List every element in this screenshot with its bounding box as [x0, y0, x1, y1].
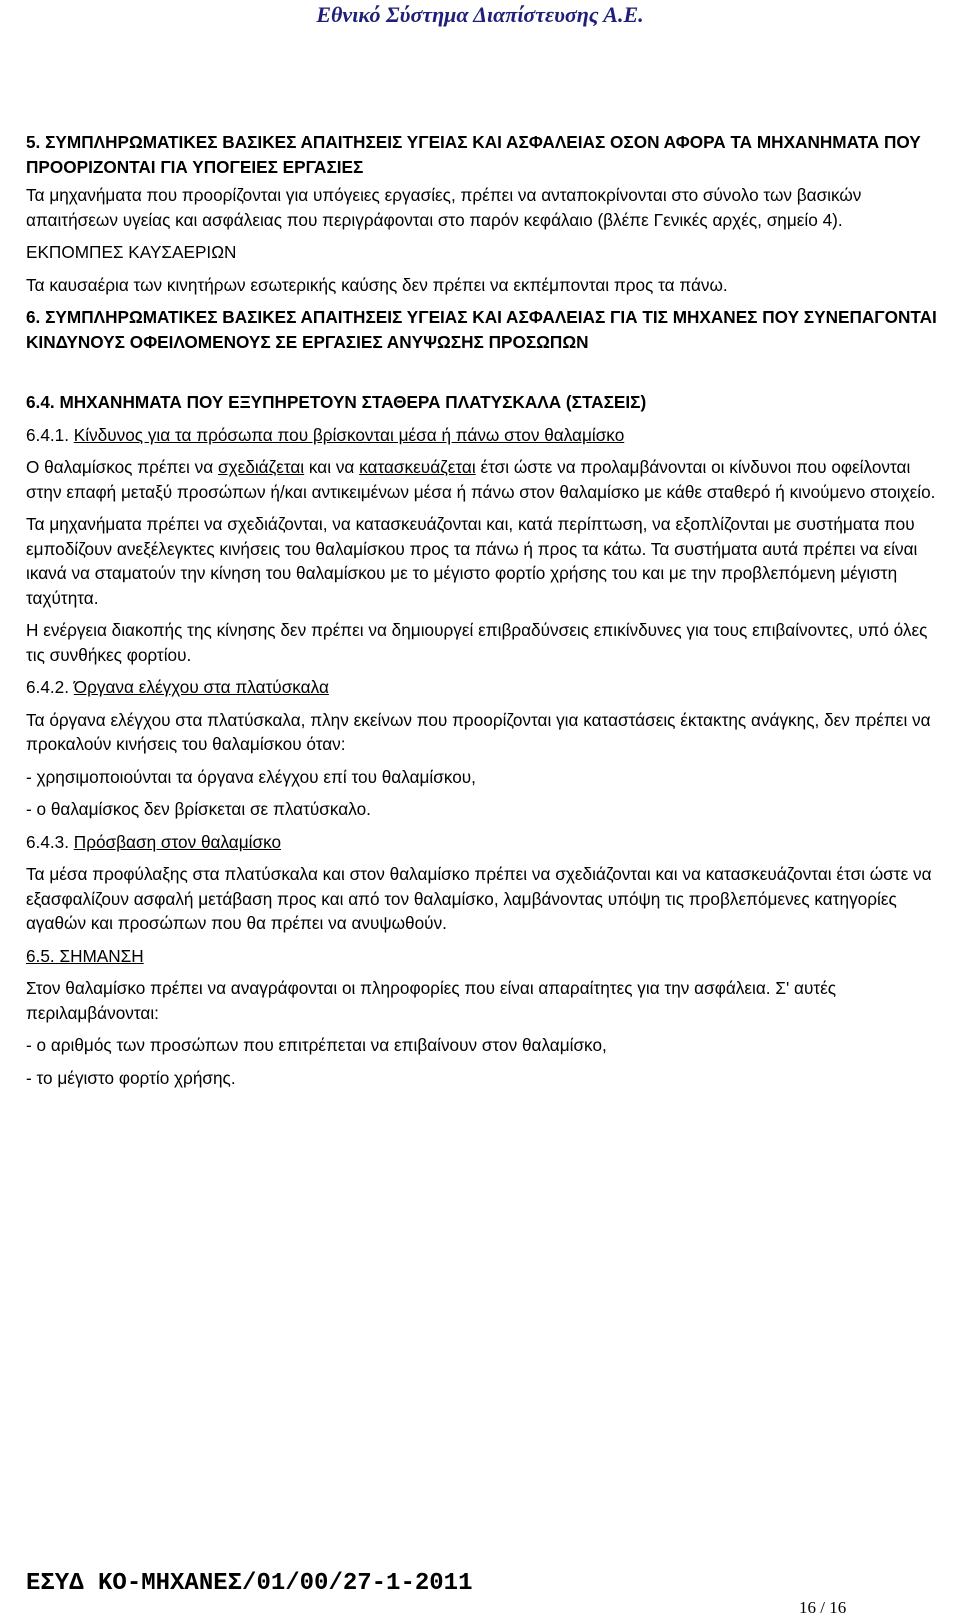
section-6-4-1-heading: [26, 423, 946, 448]
text-run: και να: [304, 457, 360, 477]
section-6-4-2-title: Όργανα ελέγχου στα πλατύσκαλα: [73, 677, 329, 697]
section-6-4-3-heading: [26, 830, 946, 855]
section-6-4-2-heading: [26, 675, 946, 700]
page-header-title: Εθνικό Σύστημα Διαπίστευσης Α.Ε.: [316, 2, 644, 27]
section-5-text: Τα μηχανήματα που προορίζονται για υπόγειες εργασίες, πρέπει να ανταποκρίνονται στο σύνολο των βασικών απαιτήσεων υγείας και ασφάλειας που περιγράφονται στο παρόν κεφάλαιο (βλέπε Γενικές αρχές, σημείο 4).: [26, 185, 862, 230]
section-6-4-3-title: Πρόσβαση στον θαλαμίσκο: [73, 831, 282, 852]
section-6-4-1-paragraph-3: Η ενέργεια διακοπής της κίνησης δεν πρέπει να δημιουργεί επιβραδύνσεις επικίνδυνες για τους επιβαίνοντες, υπό όλες τις συνθήκες φορτίου.: [26, 620, 928, 665]
section-6-4-title: 6.4. ΜΗΧΑΝΗΜΑΤΑ ΠΟΥ ΕΞΥΠΗΡΕΤΟΥΝ ΣΤΑΘΕΡΑ ΠΛΑΤΥΣΚΑΛΑ (ΣΤΑΣΕΙΣ): [26, 392, 647, 412]
emissions-heading: ΕΚΠΟΜΠΕΣ ΚΑΥΣΑΕΡΙΩΝ: [26, 242, 237, 262]
section-6-4-3-number: 6.4.3.: [26, 831, 74, 852]
text-run: έτσι ώστε να προλαμβάνονται οι κίνδυνοι που οφείλονται στην επαφή μεταξύ προσώπων ή/και αντικειμένων μέσα ή πάνω στον θαλαμίσκο με κάθε σταθερό ή κινούμενο στοιχείο.: [26, 457, 936, 502]
list-item: - ο θαλαμίσκος δεν βρίσκεται σε πλατύσκαλο.: [26, 799, 371, 819]
text-run: Ο θαλαμίσκος πρέπει να: [26, 457, 218, 477]
footer-page-number: 16 / 16: [799, 1598, 847, 1617]
section-6-4-1-paragraph-1: [26, 455, 946, 504]
section-6-5-title: 6.5. ΣΗΜΑΝΣΗ: [26, 945, 144, 966]
section-6-4-2-paragraph: Τα όργανα ελέγχου στα πλατύσκαλα, πλην εκείνων που προορίζονται για καταστάσεις έκτακτης ανάγκης, δεν πρέπει να προκαλούν κινήσεις του θαλαμίσκου όταν:: [26, 709, 931, 754]
section-6-4-1-title: Κίνδυνος για τα πρόσωπα που βρίσκονται μέσα ή πάνω στον θαλαμίσκο: [73, 424, 625, 445]
underlined-term-design: σχεδιάζεται: [217, 457, 305, 477]
section-6-title: 6. ΣΥΜΠΛΗΡΩΜΑΤΙΚΕΣ ΒΑΣΙΚΕΣ ΑΠΑΙΤΗΣΕΙΣ ΥΓΕΙΑΣ ΚΑΙ ΑΣΦΑΛΕΙΑΣ ΓΙΑ ΤΙΣ ΜΗΧΑΝΕΣ ΠΟΥ ΣΥΝΕΠΑΓΟΝΤΑΙ ΚΙΝΔΥΝΟΥΣ ΟΦΕΙΛΟΜΕΝΟΥΣ ΣΕ ΕΡΓΑΣΙΕΣ ΑΝΥΨΩΣΗΣ ΠΡΟΣΩΠΩΝ: [26, 307, 937, 352]
document-body: [26, 130, 946, 1090]
underlined-term-construct: κατασκευάζεται: [359, 457, 476, 477]
list-item: - χρησιμοποιούνται τα όργανα ελέγχου επί του θαλαμίσκου,: [26, 766, 476, 787]
list-item: - το μέγιστο φορτίο χρήσης.: [26, 1067, 236, 1088]
section-6-4-2-number: 6.4.2.: [26, 677, 74, 697]
section-6-4-1-number: 6.4.1.: [26, 424, 74, 445]
section-5-title: 5. ΣΥΜΠΛΗΡΩΜΑΤΙΚΕΣ ΒΑΣΙΚΕΣ ΑΠΑΙΤΗΣΕΙΣ ΥΓΕΙΑΣ ΚΑΙ ΑΣΦΑΛΕΙΑΣ ΟΣΟΝ ΑΦΟΡΑ ΤΑ ΜΗΧΑΝΗΜΑΤΑ ΠΟΥ ΠΡΟΟΡΙΖΟΝΤΑΙ ΓΙΑ ΥΠΟΓΕΙΕΣ ΕΡΓΑΣΙΕΣ: [26, 132, 921, 177]
footer-document-code: ΕΣΥΔ ΚΟ-ΜΗΧΑΝΕΣ/01/00/27-1-2011: [26, 1570, 473, 1597]
section-6-4-1-paragraph-2: Τα μηχανήματα πρέπει να σχεδιάζονται, να κατασκευάζονται και, κατά περίπτωση, να εξοπλίζονται με συστήματα που εμποδίζουν ανεξέλεγκτες κινήσεις του θαλαμίσκου προς τα πάνω ή προς τα κάτω. Τα συστήματα αυτά πρέπει να είναι ικανά να σταματούν την κίνηση του θαλαμίσκου με το μέγιστο φορτίο χρήσης του και με την προβλεπόμενη μέγιστη ταχύτητα.: [26, 514, 918, 608]
section-6-5-paragraph: Στον θαλαμίσκο πρέπει να αναγράφονται οι πληροφορίες που είναι απαραίτητες για την ασφάλεια. Σ' αυτές περιλαμβάνονται:: [26, 978, 837, 1023]
list-item: - ο αριθμός των προσώπων που επιτρέπεται να επιβαίνουν στον θαλαμίσκο,: [26, 1035, 607, 1055]
emissions-text: Τα καυσαέρια των κινητήρων εσωτερικής καύσης δεν πρέπει να εκπέμπονται προς τα πάνω.: [26, 274, 728, 295]
section-6-4-3-paragraph: Τα μέσα προφύλαξης στα πλατύσκαλα και στον θαλαμίσκο πρέπει να σχεδιάζονται και να κατασκευάζονται έτσι ώστε να εξασφαλίζουν ασφαλή μετάβαση προς και από τον θαλαμίσκο, λαμβάνοντας υπόψη τις προβλεπόμενες κατηγορίες αγαθών και προσώπων που θα πρέπει να ανυψωθούν.: [26, 864, 932, 933]
